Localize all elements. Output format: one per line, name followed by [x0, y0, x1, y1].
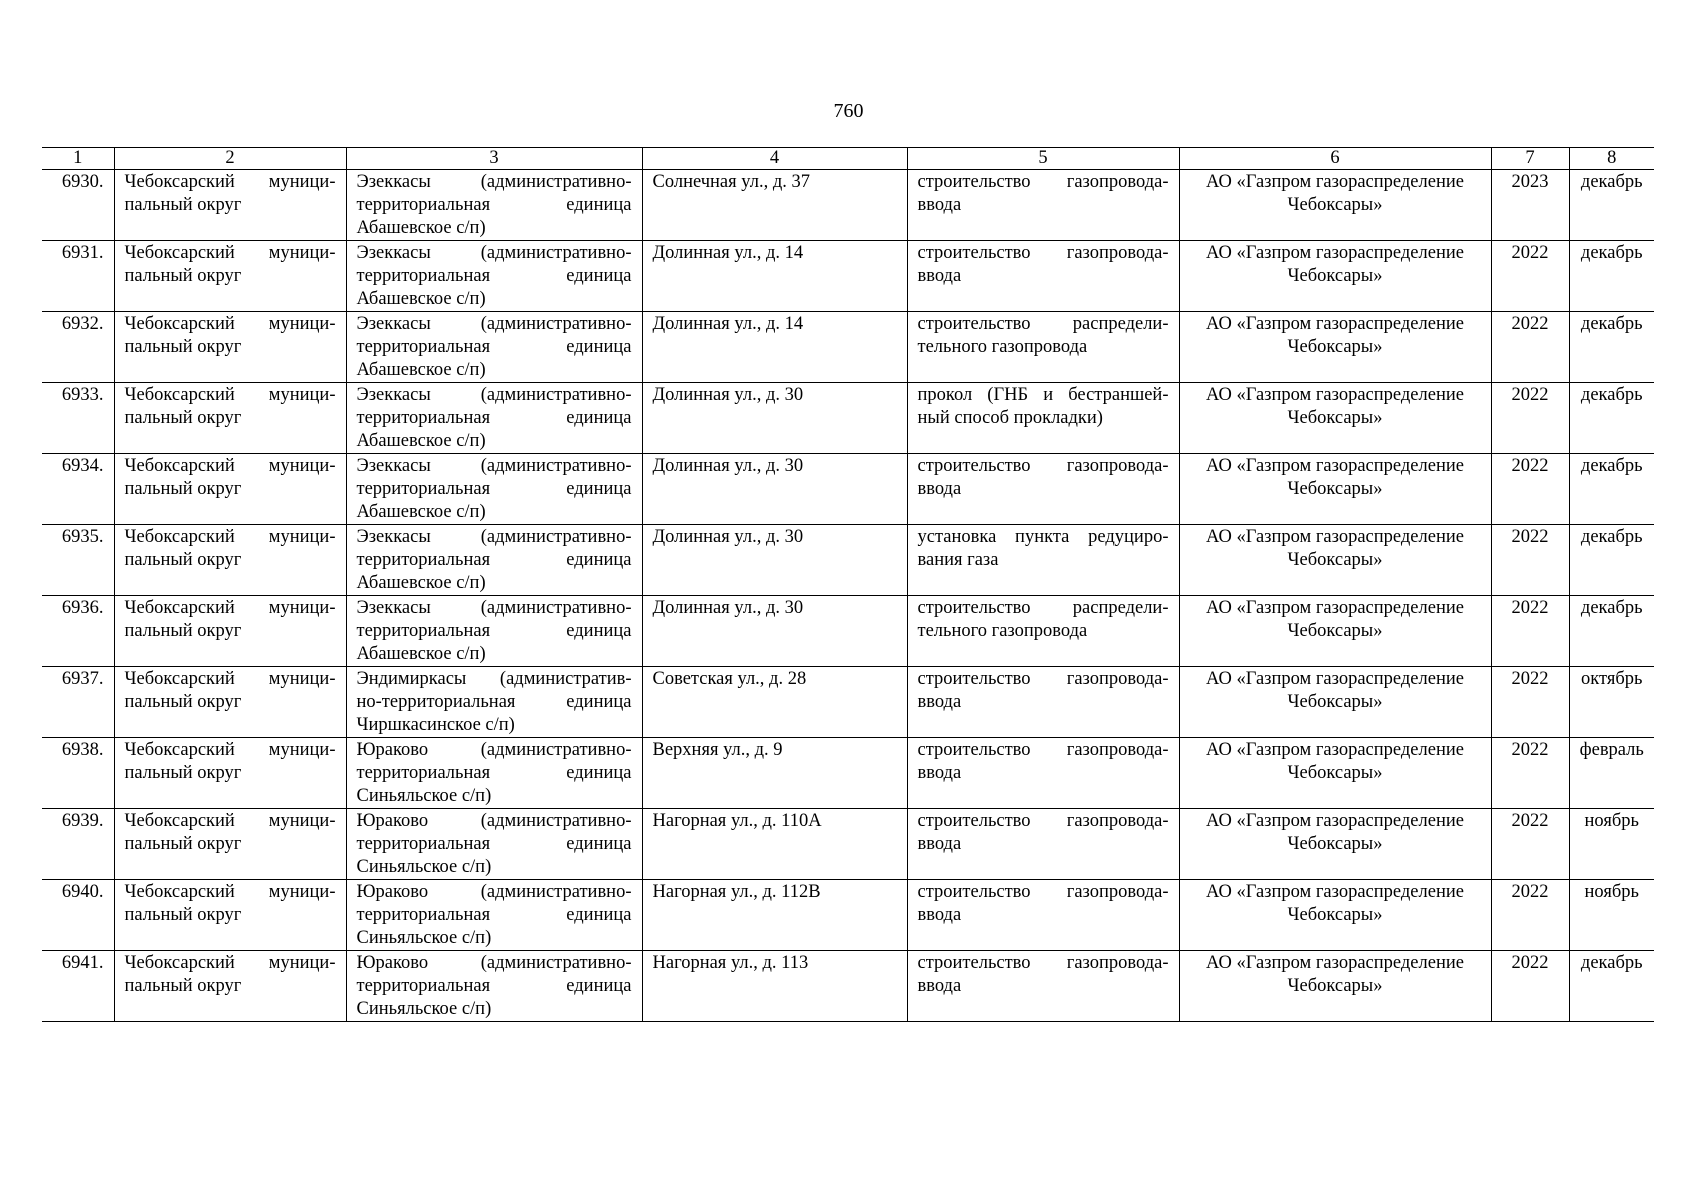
settlement-line: территориальная единица — [356, 763, 632, 783]
table-row — [42, 738, 1654, 809]
work-type-line: ввода — [917, 266, 962, 286]
row-number — [42, 667, 114, 738]
organization-cell — [1179, 383, 1491, 454]
year-text: 2022 — [1511, 385, 1549, 405]
district-cell — [114, 241, 346, 312]
year-cell — [1491, 951, 1569, 1022]
organization-text: АО «Газпром газораспределение Чебоксары» — [1206, 527, 1464, 570]
address-text: Верхняя ул., д. 9 — [652, 740, 783, 760]
settlement-line: Эзеккасы (административно- — [356, 243, 632, 263]
month-cell — [1569, 809, 1654, 880]
work-type-line: строительство газопровода- — [917, 740, 1169, 760]
address-cell — [642, 383, 907, 454]
month-cell — [1569, 312, 1654, 383]
month-cell — [1569, 667, 1654, 738]
work-type-line: строительство газопровода- — [917, 953, 1169, 973]
year-text: 2022 — [1511, 243, 1549, 263]
work-type-line: строительство газопровода- — [917, 882, 1169, 902]
work-type-cell — [907, 170, 1179, 241]
month-cell — [1569, 525, 1654, 596]
organization-text: АО «Газпром газораспределение Чебоксары» — [1206, 314, 1464, 357]
work-type-cell — [907, 383, 1179, 454]
table-row — [42, 383, 1654, 454]
settlement-line: территориальная единица — [356, 266, 632, 286]
organization-text: АО «Газпром газораспределение Чебоксары» — [1206, 243, 1464, 286]
district-cell — [114, 738, 346, 809]
settlement-line: Юраково (административно- — [356, 811, 632, 831]
month-cell — [1569, 596, 1654, 667]
district-cell — [114, 312, 346, 383]
work-type-line: установка пункта редуциро- — [917, 527, 1169, 547]
address-cell — [642, 951, 907, 1022]
row-number — [42, 809, 114, 880]
table-row — [42, 596, 1654, 667]
district-line: Чебоксарский муници- — [124, 527, 336, 547]
header-cell-6: 6 — [1179, 148, 1491, 170]
row-number — [42, 738, 114, 809]
table-body — [42, 170, 1654, 1022]
organization-text: АО «Газпром газораспределение Чебоксары» — [1206, 882, 1464, 925]
row-number — [42, 383, 114, 454]
district-cell — [114, 667, 346, 738]
settlement-line: но-территориальная единица — [356, 692, 632, 712]
organization-cell — [1179, 312, 1491, 383]
settlement-line: Эзеккасы (административно- — [356, 385, 632, 405]
district-line: Чебоксарский муници- — [124, 314, 336, 334]
row-number-text: 6932. — [61, 314, 104, 334]
year-text: 2022 — [1511, 527, 1549, 547]
settlement-cell — [346, 454, 642, 525]
row-number-text: 6939. — [61, 811, 104, 831]
settlement-line: территориальная единица — [356, 976, 632, 996]
settlement-line: Абашевское с/п) — [356, 502, 486, 522]
row-number — [42, 312, 114, 383]
work-type-line: ввода — [917, 195, 962, 215]
table-row — [42, 525, 1654, 596]
header-cell-2: 2 — [114, 148, 346, 170]
month-text: декабрь — [1580, 385, 1643, 405]
settlement-cell — [346, 809, 642, 880]
work-type-cell — [907, 738, 1179, 809]
table-row — [42, 454, 1654, 525]
settlement-cell — [346, 170, 642, 241]
district-line: Чебоксарский муници- — [124, 953, 336, 973]
row-number — [42, 880, 114, 951]
district-line: пальный округ — [124, 692, 242, 712]
row-number — [42, 951, 114, 1022]
address-cell — [642, 170, 907, 241]
year-text: 2022 — [1511, 953, 1549, 973]
address-text: Нагорная ул., д. 112В — [652, 882, 821, 902]
table-row — [42, 241, 1654, 312]
month-text: декабрь — [1580, 243, 1643, 263]
organization-text: АО «Газпром газораспределение Чебоксары» — [1206, 953, 1464, 996]
year-text: 2022 — [1511, 314, 1549, 334]
row-number — [42, 596, 114, 667]
work-type-line: ввода — [917, 692, 962, 712]
work-type-line: тельного газопровода — [917, 621, 1088, 641]
work-type-cell — [907, 454, 1179, 525]
settlement-line: Эзеккасы (административно- — [356, 314, 632, 334]
district-cell — [114, 525, 346, 596]
row-number-text: 6935. — [61, 527, 104, 547]
work-type-line: прокол (ГНБ и бестраншей- — [917, 385, 1169, 405]
organization-cell — [1179, 880, 1491, 951]
organization-cell — [1179, 951, 1491, 1022]
year-cell — [1491, 454, 1569, 525]
settlement-line: территориальная единица — [356, 337, 632, 357]
settlement-cell — [346, 667, 642, 738]
month-text: декабрь — [1580, 598, 1643, 618]
settlement-line: Юраково (административно- — [356, 882, 632, 902]
organization-text: АО «Газпром газораспределение Чебоксары» — [1206, 740, 1464, 783]
work-type-cell — [907, 951, 1179, 1022]
settlement-cell — [346, 312, 642, 383]
settlement-line: Абашевское с/п) — [356, 431, 486, 451]
year-text: 2023 — [1511, 172, 1549, 192]
month-text: ноябрь — [1584, 882, 1639, 902]
header-cell-4: 4 — [642, 148, 907, 170]
work-type-line: ввода — [917, 479, 962, 499]
page-number: 760 — [833, 100, 864, 122]
district-line: пальный округ — [124, 621, 242, 641]
address-cell — [642, 241, 907, 312]
settlement-line: Абашевское с/п) — [356, 644, 486, 664]
district-line: Чебоксарский муници- — [124, 882, 336, 902]
district-cell — [114, 383, 346, 454]
month-text: ноябрь — [1584, 811, 1639, 831]
row-number — [42, 525, 114, 596]
year-text: 2022 — [1511, 598, 1549, 618]
district-line: пальный округ — [124, 976, 242, 996]
year-cell — [1491, 809, 1569, 880]
organization-cell — [1179, 525, 1491, 596]
organization-text: АО «Газпром газораспределение Чебоксары» — [1206, 385, 1464, 428]
settlement-line: Юраково (административно- — [356, 953, 632, 973]
settlement-line: Абашевское с/п) — [356, 360, 486, 380]
district-line: пальный округ — [124, 266, 242, 286]
year-text: 2022 — [1511, 882, 1549, 902]
row-number-text: 6941. — [61, 953, 104, 973]
header-cell-1: 1 — [42, 148, 114, 170]
header-cell-8: 8 — [1569, 148, 1654, 170]
row-number-text: 6930. — [61, 172, 104, 192]
settlement-line: Эзеккасы (административно- — [356, 172, 632, 192]
settlement-cell — [346, 738, 642, 809]
address-cell — [642, 596, 907, 667]
month-cell — [1569, 383, 1654, 454]
year-cell — [1491, 241, 1569, 312]
address-cell — [642, 667, 907, 738]
organization-cell — [1179, 667, 1491, 738]
settlement-cell — [346, 596, 642, 667]
district-cell — [114, 596, 346, 667]
year-cell — [1491, 596, 1569, 667]
work-type-line: строительство распредели- — [917, 314, 1169, 334]
settlement-line: Абашевское с/п) — [356, 573, 486, 593]
address-cell — [642, 880, 907, 951]
register-table — [42, 147, 1654, 1022]
settlement-line: территориальная единица — [356, 834, 632, 854]
header-cell-5: 5 — [907, 148, 1179, 170]
district-cell — [114, 170, 346, 241]
year-cell — [1491, 383, 1569, 454]
work-type-line: ввода — [917, 763, 962, 783]
table-row — [42, 312, 1654, 383]
address-text: Солнечная ул., д. 37 — [652, 172, 810, 192]
address-cell — [642, 809, 907, 880]
district-line: Чебоксарский муници- — [124, 385, 336, 405]
month-text: декабрь — [1580, 953, 1643, 973]
organization-text: АО «Газпром газораспределение Чебоксары» — [1206, 811, 1464, 854]
organization-text: АО «Газпром газораспределение Чебоксары» — [1206, 172, 1464, 215]
district-line: пальный округ — [124, 834, 242, 854]
district-line: Чебоксарский муници- — [124, 811, 336, 831]
organization-text: АО «Газпром газораспределение Чебоксары» — [1206, 669, 1464, 712]
table-row — [42, 170, 1654, 241]
address-text: Нагорная ул., д. 110А — [652, 811, 822, 831]
settlement-line: территориальная единица — [356, 479, 632, 499]
month-text: февраль — [1579, 740, 1644, 760]
work-type-line: строительство газопровода- — [917, 243, 1169, 263]
organization-text: АО «Газпром газораспределение Чебоксары» — [1206, 456, 1464, 499]
district-line: пальный округ — [124, 763, 242, 783]
month-cell — [1569, 454, 1654, 525]
work-type-cell — [907, 596, 1179, 667]
settlement-cell — [346, 951, 642, 1022]
work-type-line: строительство газопровода- — [917, 669, 1169, 689]
settlement-line: территориальная единица — [356, 621, 632, 641]
district-cell — [114, 809, 346, 880]
work-type-line: ный способ прокладки) — [917, 408, 1103, 428]
district-line: Чебоксарский муници- — [124, 243, 336, 263]
address-cell — [642, 738, 907, 809]
row-number-text: 6938. — [61, 740, 104, 760]
address-text: Нагорная ул., д. 113 — [652, 953, 809, 973]
address-text: Долинная ул., д. 14 — [652, 243, 804, 263]
address-text: Долинная ул., д. 14 — [652, 314, 804, 334]
settlement-line: Юраково (административно- — [356, 740, 632, 760]
work-type-line: строительство газопровода- — [917, 811, 1169, 831]
organization-cell — [1179, 809, 1491, 880]
district-line: Чебоксарский муници- — [124, 456, 336, 476]
month-text: декабрь — [1580, 172, 1643, 192]
month-cell — [1569, 951, 1654, 1022]
address-cell — [642, 525, 907, 596]
address-text: Долинная ул., д. 30 — [652, 598, 804, 618]
settlement-line: территориальная единица — [356, 550, 632, 570]
organization-cell — [1179, 170, 1491, 241]
table-row — [42, 667, 1654, 738]
district-line: Чебоксарский муници- — [124, 598, 336, 618]
row-number-text: 6936. — [61, 598, 104, 618]
settlement-line: территориальная единица — [356, 408, 632, 428]
work-type-line: ввода — [917, 976, 962, 996]
work-type-cell — [907, 525, 1179, 596]
settlement-line: Эзеккасы (административно- — [356, 598, 632, 618]
settlement-line: Синьяльское с/п) — [356, 857, 492, 877]
organization-cell — [1179, 241, 1491, 312]
settlement-cell — [346, 880, 642, 951]
work-type-line: строительство распредели- — [917, 598, 1169, 618]
address-cell — [642, 312, 907, 383]
month-cell — [1569, 170, 1654, 241]
address-text: Долинная ул., д. 30 — [652, 456, 804, 476]
district-line: Чебоксарский муници- — [124, 172, 336, 192]
district-line: пальный округ — [124, 550, 242, 570]
year-cell — [1491, 312, 1569, 383]
address-text: Долинная ул., д. 30 — [652, 385, 804, 405]
settlement-line: территориальная единица — [356, 195, 632, 215]
table-row — [42, 880, 1654, 951]
settlement-line: Синьяльское с/п) — [356, 999, 492, 1019]
year-text: 2022 — [1511, 740, 1549, 760]
settlement-line: Эндимиркасы (административ- — [356, 669, 632, 689]
work-type-line: ввода — [917, 905, 962, 925]
row-number — [42, 454, 114, 525]
month-text: декабрь — [1580, 527, 1643, 547]
year-cell — [1491, 525, 1569, 596]
month-text: декабрь — [1580, 456, 1643, 476]
year-text: 2022 — [1511, 669, 1549, 689]
district-cell — [114, 454, 346, 525]
work-type-cell — [907, 880, 1179, 951]
address-cell — [642, 454, 907, 525]
settlement-line: Синьяльское с/п) — [356, 786, 492, 806]
work-type-line: вания газа — [917, 550, 999, 570]
year-text: 2022 — [1511, 456, 1549, 476]
month-cell — [1569, 241, 1654, 312]
district-line: пальный округ — [124, 479, 242, 499]
year-cell — [1491, 170, 1569, 241]
organization-cell — [1179, 454, 1491, 525]
table-row — [42, 809, 1654, 880]
work-type-line: строительство газопровода- — [917, 172, 1169, 192]
table-row — [42, 951, 1654, 1022]
row-number-text: 6933. — [61, 385, 104, 405]
header-row — [42, 148, 1654, 170]
header-cell-3: 3 — [346, 148, 642, 170]
settlement-line: Чиршкасинское с/п) — [356, 715, 515, 735]
district-line: пальный округ — [124, 905, 242, 925]
organization-cell — [1179, 596, 1491, 667]
settlement-cell — [346, 525, 642, 596]
district-cell — [114, 880, 346, 951]
district-line: пальный округ — [124, 408, 242, 428]
district-cell — [114, 951, 346, 1022]
settlement-cell — [346, 383, 642, 454]
organization-cell — [1179, 738, 1491, 809]
address-text: Советская ул., д. 28 — [652, 669, 807, 689]
year-text: 2022 — [1511, 811, 1549, 831]
row-number-text: 6931. — [61, 243, 104, 263]
organization-text: АО «Газпром газораспределение Чебоксары» — [1206, 598, 1464, 641]
month-cell — [1569, 880, 1654, 951]
work-type-cell — [907, 312, 1179, 383]
work-type-cell — [907, 667, 1179, 738]
district-line: Чебоксарский муници- — [124, 669, 336, 689]
settlement-line: Синьяльское с/п) — [356, 928, 492, 948]
work-type-line: тельного газопровода — [917, 337, 1088, 357]
row-number — [42, 170, 114, 241]
row-number-text: 6934. — [61, 456, 104, 476]
settlement-line: Эзеккасы (административно- — [356, 456, 632, 476]
month-text: декабрь — [1580, 314, 1643, 334]
settlement-cell — [346, 241, 642, 312]
settlement-line: Абашевское с/п) — [356, 289, 486, 309]
work-type-line: ввода — [917, 834, 962, 854]
table-header — [42, 148, 1654, 170]
header-cell-7: 7 — [1491, 148, 1569, 170]
year-cell — [1491, 667, 1569, 738]
settlement-line: территориальная единица — [356, 905, 632, 925]
district-line: пальный округ — [124, 337, 242, 357]
work-type-line: строительство газопровода- — [917, 456, 1169, 476]
year-cell — [1491, 880, 1569, 951]
row-number — [42, 241, 114, 312]
work-type-cell — [907, 241, 1179, 312]
row-number-text: 6940. — [61, 882, 104, 902]
year-cell — [1491, 738, 1569, 809]
month-text: октябрь — [1581, 669, 1643, 689]
row-number-text: 6937. — [61, 669, 104, 689]
settlement-line: Абашевское с/п) — [356, 218, 486, 238]
district-line: Чебоксарский муници- — [124, 740, 336, 760]
settlement-line: Эзеккасы (административно- — [356, 527, 632, 547]
month-cell — [1569, 738, 1654, 809]
work-type-cell — [907, 809, 1179, 880]
district-line: пальный округ — [124, 195, 242, 215]
address-text: Долинная ул., д. 30 — [652, 527, 804, 547]
